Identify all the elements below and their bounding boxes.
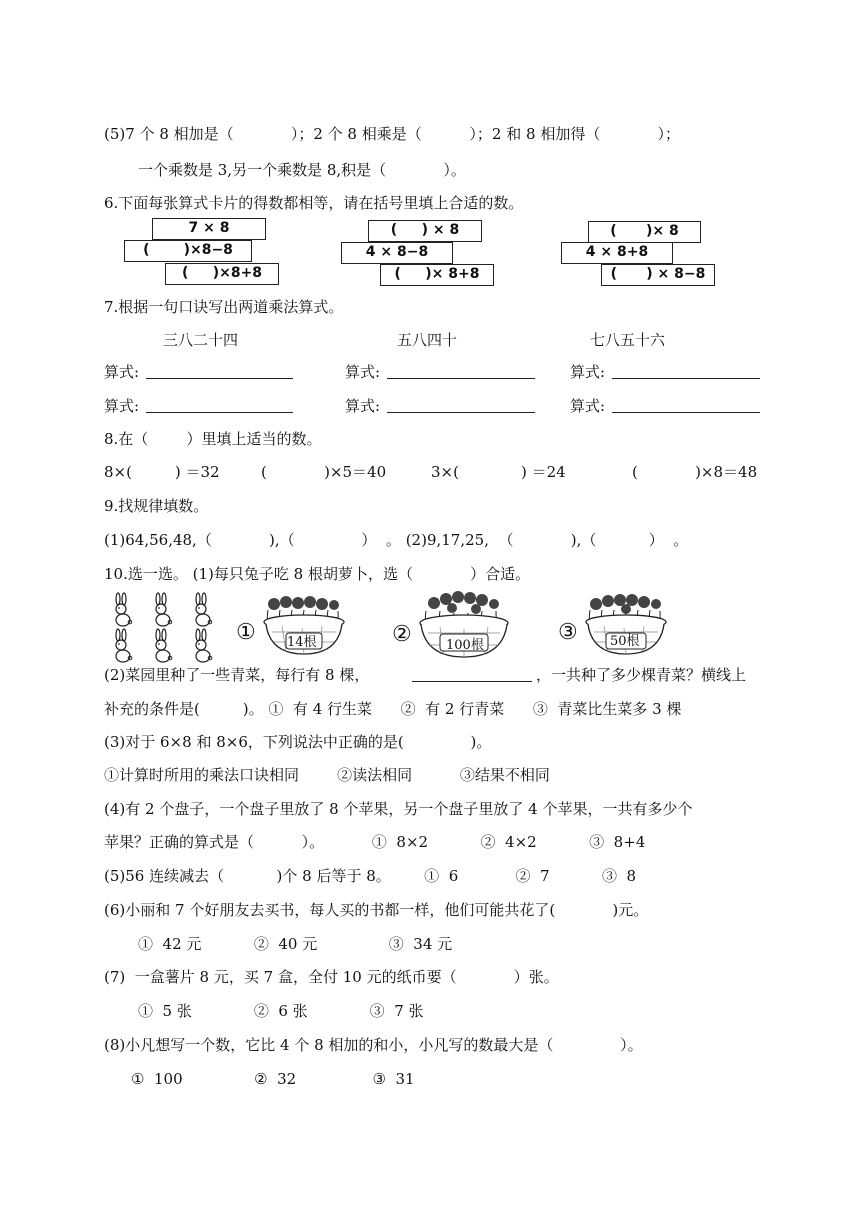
q10-title: 10.选一选。 (1)每只兔子吃 8 根胡萝卜，选（ ）合适。 [104,565,531,583]
q7-answer-line[interactable] [387,378,535,379]
q10-8-line1: (8)小凡想写一个数，它比 4 个 8 相加的和小，小凡写的数最大是（ ）。 [104,1036,643,1054]
q7-formula-label: 算式: [104,397,140,415]
q10-3-line2: ①计算时所用的乘法口诀相同 ②读法相同 ③结果不相同 [104,766,550,784]
basket-2-mark: ② [392,622,412,647]
basket-1-label: 14根 [287,635,317,650]
q8-item-1: 8×( ) ＝32 [104,463,220,481]
q7-answer-line[interactable] [146,412,293,413]
q10-7-line2: ① 5 张 ② 6 张 ③ 7 张 [138,1002,424,1020]
q7-formula-label: 算式: [570,363,606,381]
q10-6-line2: ① 42 元 ② 40 元 ③ 34 元 [138,935,453,953]
card-g1-bottom: ( )×8+8 [165,263,279,285]
card-g2-middle: 4 × 8−8 [341,242,453,264]
q10-5-line: (5)56 连续减去（ )个 8 后等于 8。 ① 6 ② 7 ③ 8 [104,867,637,885]
q10-2-line2: 补充的条件是( )。 ① 有 4 行生菜 ② 有 2 行青菜 ③ 青菜比生菜多 3 棵 [104,700,682,718]
rabbits-illustration [108,590,218,668]
q9-line: (1)64,56,48,（ ),（ ） 。 (2)9,17,25, （ ),（ ） 。 [104,531,689,549]
q10-7-line1: (7) 一盒薯片 8 元，买 7 盒，全付 10 元的纸币要（ ）张。 [104,968,559,986]
card-g3-bottom: ( ) × 8−8 [601,264,715,286]
q7-rhyme-1: 三八二十四 [163,331,239,349]
basket-3-mark: ③ [558,620,578,645]
q7-answer-line[interactable] [146,378,293,379]
q10-2-line1-end: ，一共种了多少棵青菜？横线上 [536,666,747,684]
q10-2-answer-line[interactable] [412,681,532,682]
q7-answer-line[interactable] [612,412,760,413]
card-g1-top: 7 × 8 [152,218,266,240]
q10-8-line2: ① 100 ② 32 ③ 31 [131,1070,415,1088]
q5-line2: 一个乘数是 3,另一个乘数是 8,积是（ ）。 [138,161,466,179]
basket-3-label: 50根 [610,634,640,649]
q8-title: 8.在（ ）里填上适当的数。 [104,430,322,448]
q7-formula-label: 算式: [345,363,381,381]
q10-6-line1: (6)小丽和 7 个好朋友去买书，每人买的书都一样，他们可能共花了( )元。 [104,901,649,919]
q7-answer-line[interactable] [387,412,535,413]
q10-4-line1: (4)有 2 个盘子，一个盘子里放了 8 个苹果，另一个盘子里放了 4 个苹果，一共有多少个 [104,800,693,818]
q7-rhyme-3: 七八五十六 [590,331,666,349]
q7-formula-label: 算式: [570,397,606,415]
card-g1-middle: ( )×8−8 [124,240,252,262]
q10-3-line1: (3)对于 6×8 和 8×6，下列说法中正确的是( )。 [104,733,492,751]
q9-title: 9.找规律填数。 [104,497,209,515]
q6-title: 6.下面每张算式卡片的得数都相等，请在括号里填上合适的数。 [104,194,524,212]
q8-item-4: ( )×8＝48 [632,463,758,481]
q7-formula-label: 算式: [104,363,140,381]
q8-item-3: 3×( ) ＝24 [431,463,566,481]
q10-2-line1-start: (2)菜园里种了一些青菜，每行有 8 棵， [104,666,370,684]
card-g2-top: ( ) × 8 [368,220,482,242]
card-g2-bottom: ( )× 8+8 [380,264,494,286]
q7-formula-label: 算式: [345,397,381,415]
q8-item-2: ( )×5＝40 [261,463,387,481]
q5-line1: (5)7 个 8 相加是（ ）；2 个 8 相乘是（ ）；2 和 8 相加得（ ）； [104,125,681,143]
basket-2-label: 100根 [446,638,484,653]
q7-rhyme-2: 五八四十 [397,331,458,349]
q7-title: 7.根据一句口诀写出两道乘法算式。 [104,298,344,316]
card-g3-top: ( )× 8 [588,221,701,243]
q7-answer-line[interactable] [612,378,760,379]
basket-1-mark: ① [236,620,256,645]
card-g3-middle: 4 × 8+8 [561,242,673,264]
q10-4-line2: 苹果？正确的算式是（ ）。 ① 8×2 ② 4×2 ③ 8+4 [104,833,646,851]
